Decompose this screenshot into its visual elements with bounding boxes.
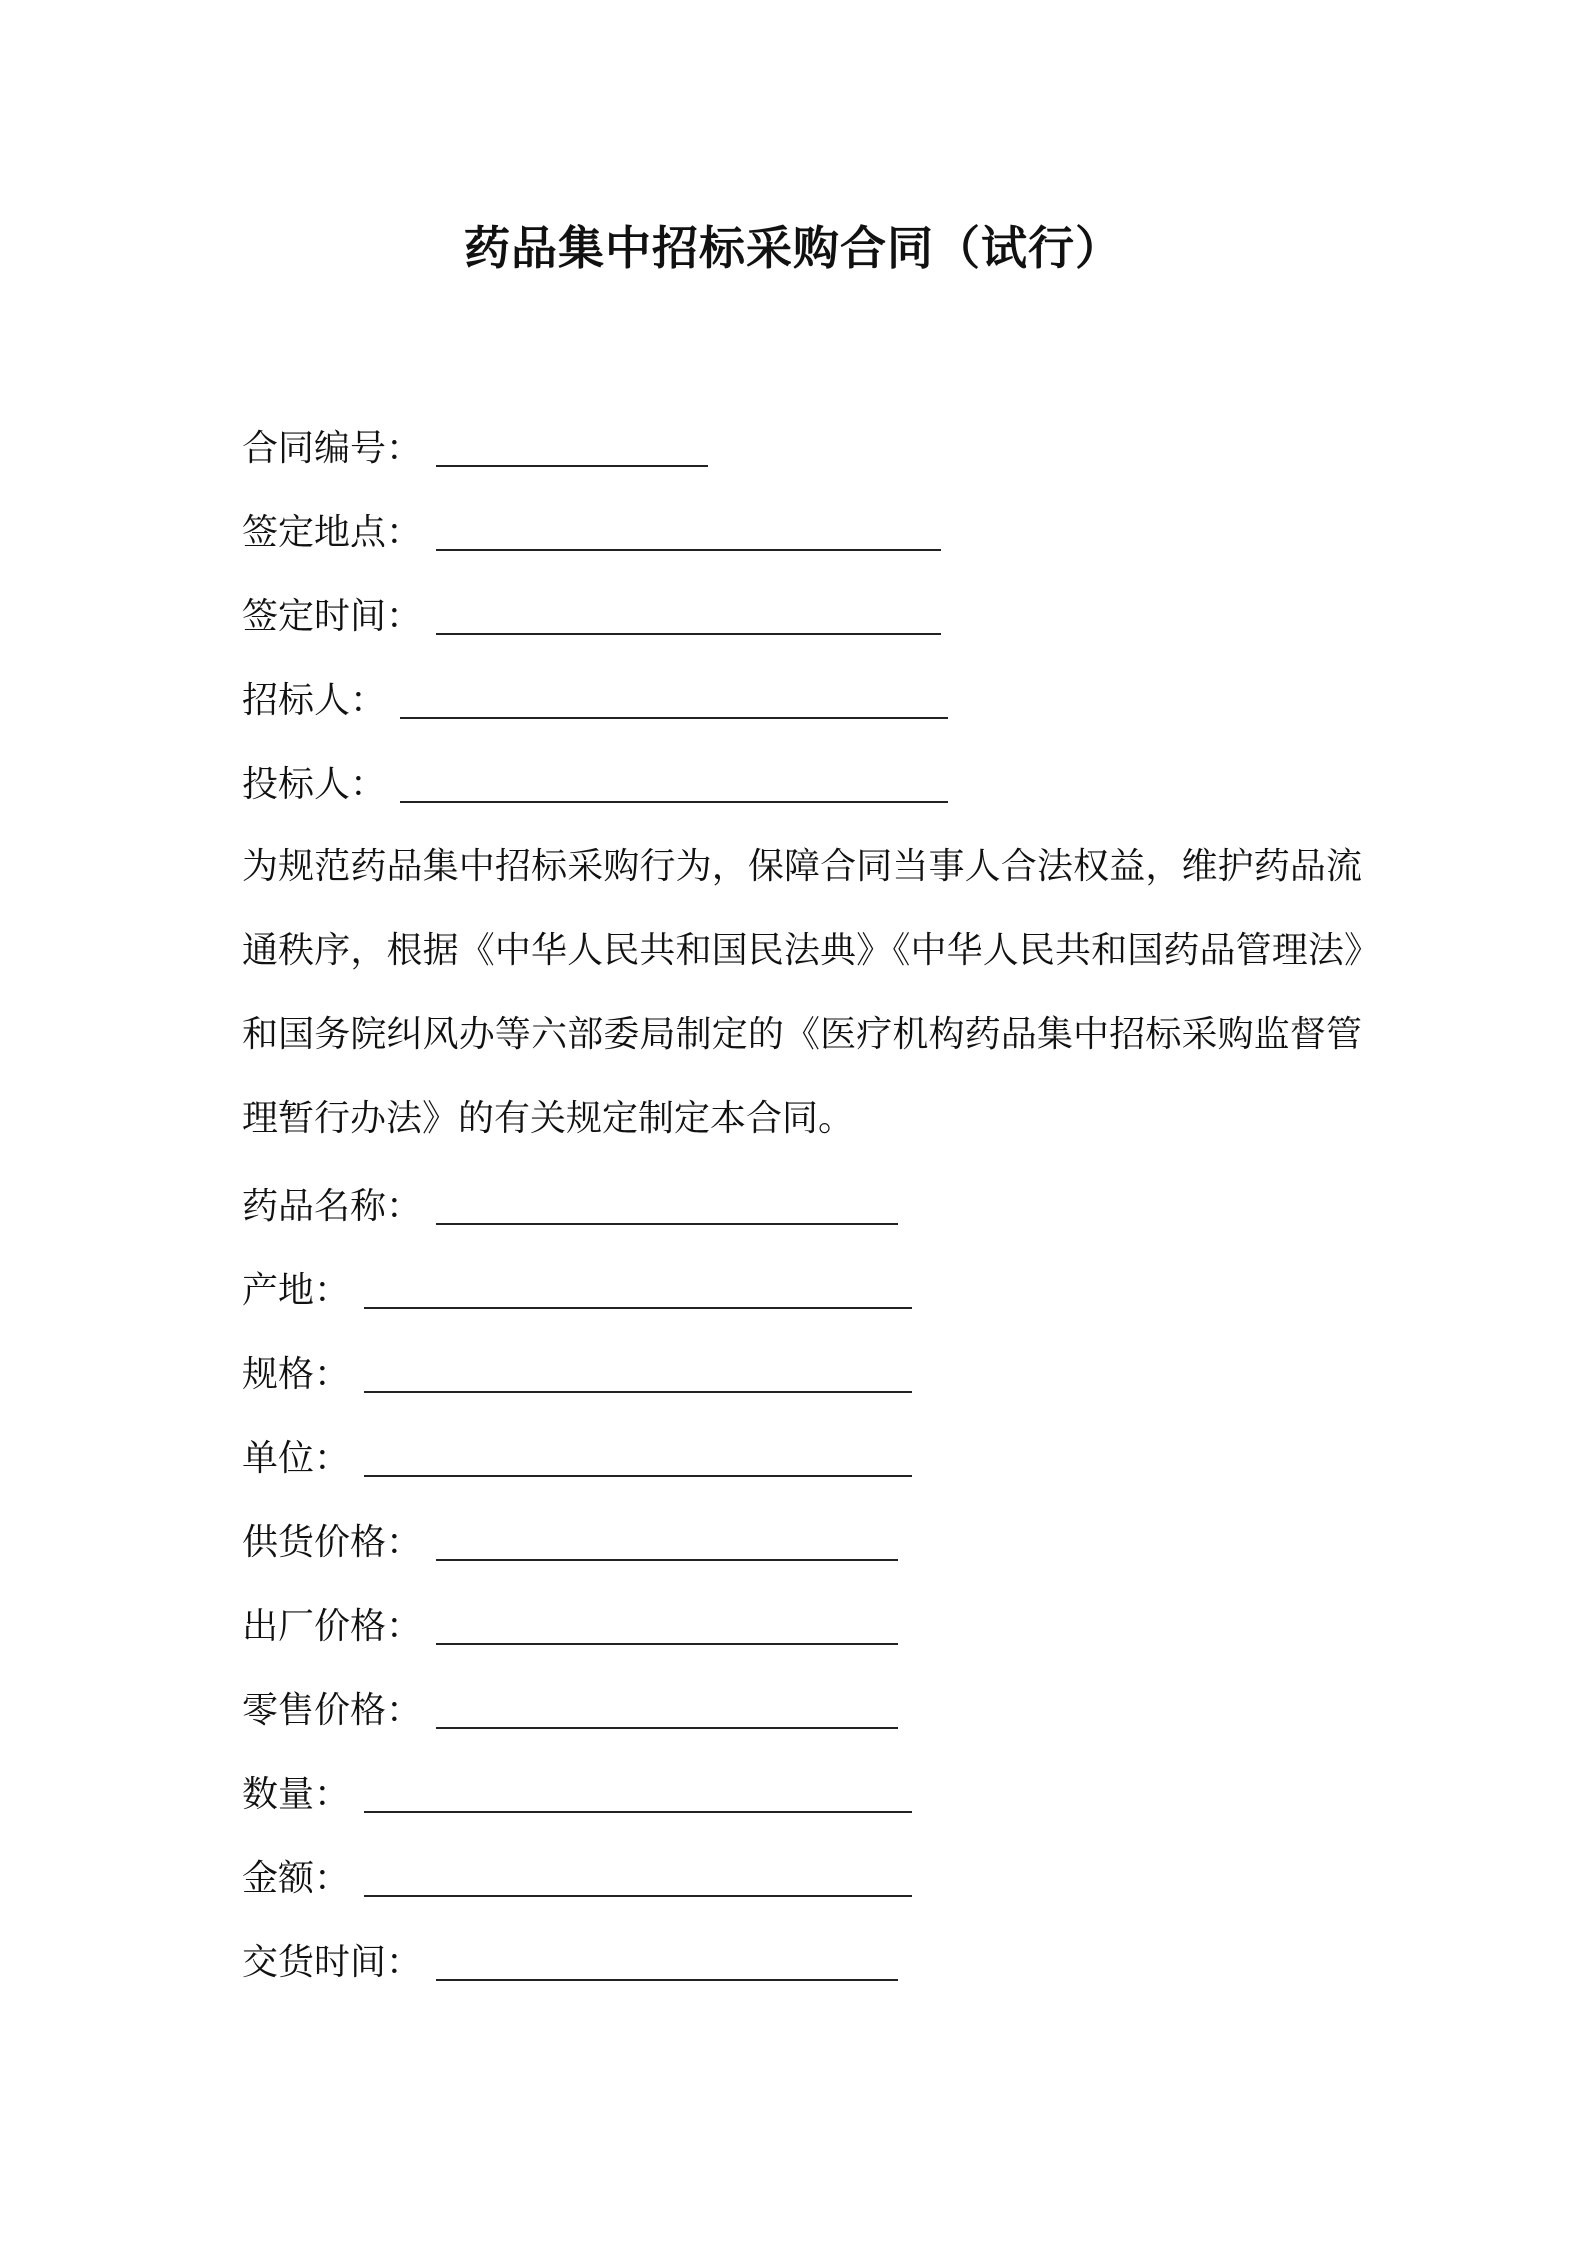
factory-price-field bbox=[242, 1581, 1362, 1665]
blank-line[interactable] bbox=[364, 1781, 912, 1813]
field-label: 签定时间： bbox=[242, 595, 423, 637]
field-label: 零售价格： bbox=[242, 1689, 423, 1731]
field-label: 出厂价格： bbox=[242, 1605, 423, 1647]
tenderer-field bbox=[242, 655, 1362, 739]
origin-field bbox=[242, 1245, 1362, 1329]
contract-number-field bbox=[242, 403, 1362, 487]
blank-line[interactable] bbox=[436, 519, 941, 551]
blank-line[interactable] bbox=[436, 1613, 898, 1645]
field-label: 产地： bbox=[242, 1269, 351, 1311]
retail-price-field bbox=[242, 1665, 1362, 1749]
field-label: 合同编号： bbox=[242, 427, 423, 469]
preamble-paragraph: 为规范药品集中招标采购行为，保障合同当事人合法权益，维护药品流通秩序，根据《中华人民共和国民法典》《中华人民共和国药品管理法》和国务院纠风办等六部委局制定的《医疗机构药品集中招标采购监督管理暂行办法》的有关规定制定本合同。 bbox=[242, 846, 1362, 1139]
quantity-field bbox=[242, 1749, 1362, 1833]
blank-line[interactable] bbox=[436, 1697, 898, 1729]
field-label: 供货价格： bbox=[242, 1521, 423, 1563]
field-label: 交货时间： bbox=[242, 1941, 423, 1983]
blank-line[interactable] bbox=[364, 1445, 912, 1477]
blank-line[interactable] bbox=[400, 687, 948, 719]
field-label: 签定地点： bbox=[242, 511, 423, 553]
supply-price-field bbox=[242, 1497, 1362, 1581]
blank-line[interactable] bbox=[436, 1949, 898, 1981]
field-label: 数量： bbox=[242, 1773, 351, 1815]
field-label: 金额： bbox=[242, 1857, 351, 1899]
blank-line[interactable] bbox=[400, 771, 948, 803]
document-body bbox=[242, 403, 1362, 2001]
field-label: 药品名称： bbox=[242, 1185, 423, 1227]
blank-line[interactable] bbox=[364, 1865, 912, 1897]
blank-line[interactable] bbox=[436, 603, 941, 635]
drug-name-field bbox=[242, 1161, 1362, 1245]
field-label: 招标人： bbox=[242, 679, 387, 721]
blank-line[interactable] bbox=[436, 1193, 898, 1225]
blank-line[interactable] bbox=[436, 435, 708, 467]
field-label: 单位： bbox=[242, 1437, 351, 1479]
amount-field bbox=[242, 1833, 1362, 1917]
blank-line[interactable] bbox=[364, 1277, 912, 1309]
field-label: 规格： bbox=[242, 1353, 351, 1395]
signing-time-field bbox=[242, 571, 1362, 655]
delivery-time-field bbox=[242, 1917, 1362, 2001]
specification-field bbox=[242, 1329, 1362, 1413]
field-label: 投标人： bbox=[242, 763, 387, 805]
unit-field bbox=[242, 1413, 1362, 1497]
blank-line[interactable] bbox=[436, 1529, 898, 1561]
document-title: 药品集中招标采购合同（试行） bbox=[464, 221, 1122, 275]
signing-place-field bbox=[242, 487, 1362, 571]
blank-line[interactable] bbox=[364, 1361, 912, 1393]
bidder-field bbox=[242, 739, 1362, 823]
